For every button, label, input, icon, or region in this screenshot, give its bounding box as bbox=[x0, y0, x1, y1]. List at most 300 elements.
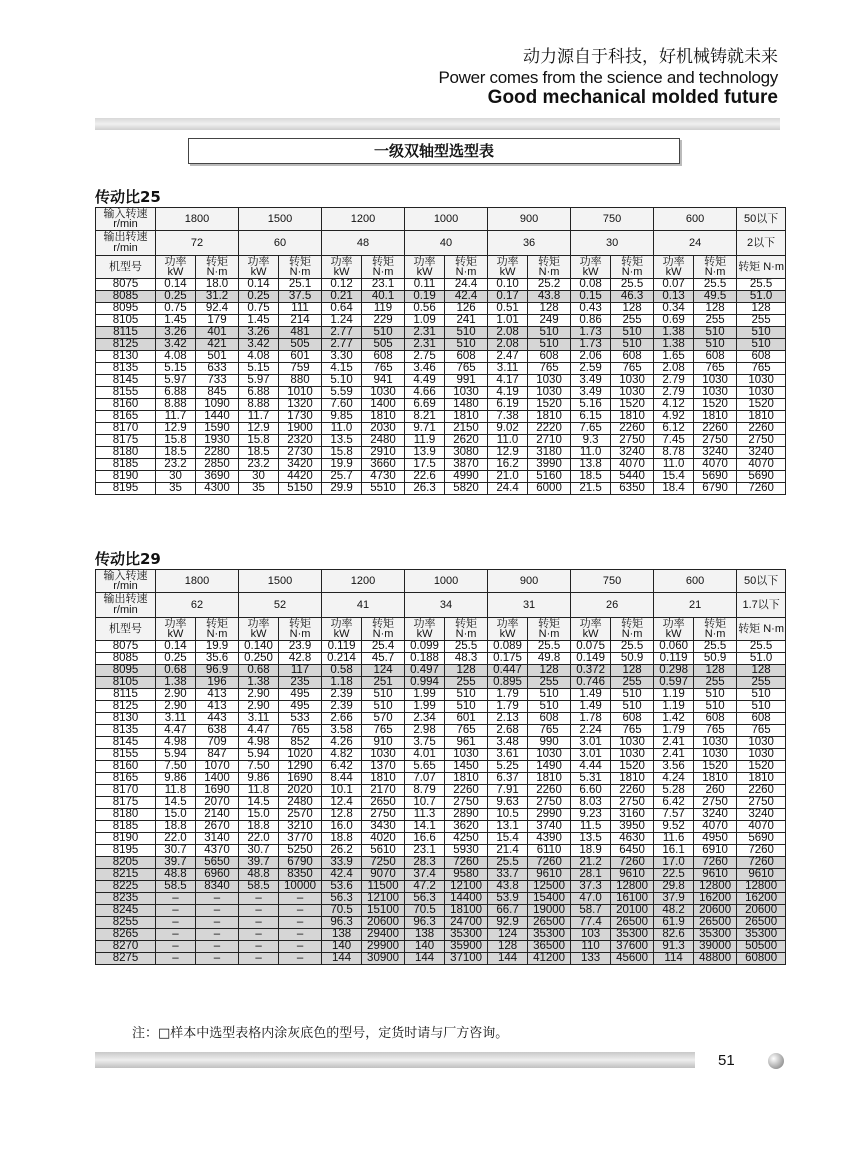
value-cell: 4.12 bbox=[654, 399, 694, 411]
value-cell: 49.8 bbox=[528, 653, 571, 665]
value-cell: 255 bbox=[694, 677, 737, 689]
value-cell: 9.85 bbox=[322, 411, 362, 423]
value-cell: 3.42 bbox=[239, 339, 279, 351]
value-cell: 7.50 bbox=[239, 761, 279, 773]
value-cell: 0.298 bbox=[654, 665, 694, 677]
value-cell: 510 bbox=[362, 327, 405, 339]
value-cell: 1520 bbox=[694, 761, 737, 773]
value-cell: 128 bbox=[694, 665, 737, 677]
value-cell: 0.188 bbox=[405, 653, 445, 665]
value-cell: 5.10 bbox=[322, 375, 362, 387]
value-cell: 3430 bbox=[362, 821, 405, 833]
value-cell: 1520 bbox=[611, 761, 654, 773]
value-cell: 2220 bbox=[528, 423, 571, 435]
value-cell: 18.0 bbox=[196, 279, 239, 291]
value-cell: 1810 bbox=[611, 773, 654, 785]
value-cell: 495 bbox=[279, 701, 322, 713]
value-cell: 92.4 bbox=[196, 303, 239, 315]
value-cell: – bbox=[196, 929, 239, 941]
value-cell: 2140 bbox=[196, 809, 239, 821]
value-cell: 15400 bbox=[528, 893, 571, 905]
value-cell: 18100 bbox=[445, 905, 488, 917]
output-speed-row bbox=[96, 231, 786, 256]
value-cell: 18.8 bbox=[322, 833, 362, 845]
table-row bbox=[96, 797, 786, 809]
value-cell: 510 bbox=[737, 689, 786, 701]
value-cell: 0.11 bbox=[405, 279, 445, 291]
value-cell: 1020 bbox=[279, 749, 322, 761]
value-cell: 1810 bbox=[528, 411, 571, 423]
value-cell: 144 bbox=[405, 953, 445, 965]
value-cell: 11.0 bbox=[488, 435, 528, 447]
value-cell: 2750 bbox=[528, 797, 571, 809]
value-cell: 8.88 bbox=[239, 399, 279, 411]
value-cell: 6.88 bbox=[239, 387, 279, 399]
value-cell: 25.5 bbox=[694, 279, 737, 291]
value-cell: 1.73 bbox=[571, 327, 611, 339]
value-cell: 56.3 bbox=[405, 893, 445, 905]
value-cell: 15.0 bbox=[156, 809, 196, 821]
value-cell: 1.49 bbox=[571, 689, 611, 701]
value-cell: 7260 bbox=[737, 857, 786, 869]
value-cell: 1030 bbox=[694, 737, 737, 749]
table-row bbox=[96, 689, 786, 701]
value-cell: 235 bbox=[279, 677, 322, 689]
value-cell: 77.4 bbox=[571, 917, 611, 929]
table-row bbox=[96, 459, 786, 471]
value-cell: 0.15 bbox=[571, 291, 611, 303]
value-cell: 2.08 bbox=[488, 339, 528, 351]
value-cell: 2260 bbox=[737, 423, 786, 435]
value-cell: 12.9 bbox=[488, 447, 528, 459]
value-cell: 11.0 bbox=[654, 459, 694, 471]
value-cell: 13.8 bbox=[571, 459, 611, 471]
power-header: 功率 kW bbox=[405, 618, 445, 641]
value-cell: 4.92 bbox=[654, 411, 694, 423]
value-cell: 2260 bbox=[528, 785, 571, 797]
value-cell: 1810 bbox=[528, 773, 571, 785]
value-cell: 41200 bbox=[528, 953, 571, 965]
value-cell: 2.08 bbox=[654, 363, 694, 375]
value-cell: 2.90 bbox=[239, 689, 279, 701]
value-cell: 1480 bbox=[445, 399, 488, 411]
value-cell: 1450 bbox=[445, 761, 488, 773]
value-cell: 21.5 bbox=[571, 483, 611, 495]
torque-header: 转矩 N·m bbox=[694, 256, 737, 279]
model-cell: 8085 bbox=[96, 291, 156, 303]
value-cell: 2990 bbox=[528, 809, 571, 821]
value-cell: – bbox=[196, 941, 239, 953]
value-cell: 5.16 bbox=[571, 399, 611, 411]
value-cell: 505 bbox=[362, 339, 405, 351]
value-cell: 9.02 bbox=[488, 423, 528, 435]
input-speed-row bbox=[96, 570, 786, 593]
value-cell: 2.31 bbox=[405, 339, 445, 351]
value-cell: 91.3 bbox=[654, 941, 694, 953]
model-header: 机型号 bbox=[96, 256, 156, 279]
torque-header: 转矩 N·m bbox=[694, 618, 737, 641]
value-cell: 25.5 bbox=[445, 641, 488, 653]
value-cell: 26.3 bbox=[405, 483, 445, 495]
value-cell: 37600 bbox=[611, 941, 654, 953]
value-cell: 765 bbox=[737, 363, 786, 375]
value-cell: 42.4 bbox=[322, 869, 362, 881]
value-cell: 765 bbox=[611, 725, 654, 737]
value-cell: 12100 bbox=[445, 881, 488, 893]
value-cell: 46.3 bbox=[611, 291, 654, 303]
footer-divider-bar bbox=[95, 1052, 695, 1068]
model-cell: 8180 bbox=[96, 447, 156, 459]
value-cell: 0.372 bbox=[571, 665, 611, 677]
value-cell: 4070 bbox=[694, 821, 737, 833]
value-cell: 28.3 bbox=[405, 857, 445, 869]
model-cell: 8190 bbox=[96, 471, 156, 483]
model-cell: 8180 bbox=[96, 809, 156, 821]
value-cell: 510 bbox=[694, 327, 737, 339]
slogan-english-bold: Good mechanical molded future bbox=[487, 87, 778, 109]
value-cell: 6.69 bbox=[405, 399, 445, 411]
value-cell: 0.25 bbox=[156, 291, 196, 303]
value-cell: 12100 bbox=[362, 893, 405, 905]
value-cell: 6910 bbox=[694, 845, 737, 857]
value-cell: 2650 bbox=[362, 797, 405, 809]
value-cell: 260 bbox=[694, 785, 737, 797]
value-cell: 25.5 bbox=[528, 641, 571, 653]
value-cell: 18.8 bbox=[156, 821, 196, 833]
output-speed-value: 52 bbox=[239, 593, 322, 618]
input-speed-value: 1000 bbox=[405, 208, 488, 231]
table-row bbox=[96, 375, 786, 387]
value-cell: 0.86 bbox=[571, 315, 611, 327]
value-cell: 128 bbox=[528, 303, 571, 315]
value-cell: 0.119 bbox=[654, 653, 694, 665]
value-cell: 0.34 bbox=[654, 303, 694, 315]
value-cell: 6.60 bbox=[571, 785, 611, 797]
value-cell: 7250 bbox=[362, 857, 405, 869]
value-cell: 608 bbox=[737, 713, 786, 725]
value-cell: 5.94 bbox=[239, 749, 279, 761]
table-row bbox=[96, 905, 786, 917]
page-title: 一级双轴型选型表 bbox=[188, 138, 680, 164]
value-cell: 58.5 bbox=[156, 881, 196, 893]
value-cell: 214 bbox=[279, 315, 322, 327]
value-cell: 2.79 bbox=[654, 375, 694, 387]
power-header: 功率 kW bbox=[239, 256, 279, 279]
value-cell: 31.2 bbox=[196, 291, 239, 303]
torque-header: 转矩 N·m bbox=[528, 256, 571, 279]
value-cell: 910 bbox=[362, 737, 405, 749]
value-cell: 1810 bbox=[445, 411, 488, 423]
value-cell: 0.099 bbox=[405, 641, 445, 653]
value-cell: 21.2 bbox=[571, 857, 611, 869]
value-cell: 128 bbox=[528, 665, 571, 677]
value-cell: 15.4 bbox=[488, 833, 528, 845]
value-cell: 2620 bbox=[445, 435, 488, 447]
value-cell: 10000 bbox=[279, 881, 322, 893]
value-cell: 510 bbox=[362, 701, 405, 713]
value-cell: 0.089 bbox=[488, 641, 528, 653]
value-cell: 21.4 bbox=[488, 845, 528, 857]
output-speed-value: 60 bbox=[239, 231, 322, 256]
value-cell: 29900 bbox=[362, 941, 405, 953]
value-cell: 5610 bbox=[362, 845, 405, 857]
value-cell: 2750 bbox=[445, 797, 488, 809]
model-cell: 8145 bbox=[96, 737, 156, 749]
model-cell: 8155 bbox=[96, 749, 156, 761]
power-header: 功率 kW bbox=[488, 618, 528, 641]
value-cell: 3.11 bbox=[488, 363, 528, 375]
value-cell: 1400 bbox=[362, 399, 405, 411]
value-cell: 12.9 bbox=[156, 423, 196, 435]
value-cell: 3.58 bbox=[322, 725, 362, 737]
value-cell: 6.12 bbox=[654, 423, 694, 435]
value-cell: 11.9 bbox=[405, 435, 445, 447]
value-cell: 96.9 bbox=[196, 665, 239, 677]
value-cell: 4.26 bbox=[322, 737, 362, 749]
table-row bbox=[96, 761, 786, 773]
value-cell: 7260 bbox=[737, 483, 786, 495]
value-cell: 2750 bbox=[694, 797, 737, 809]
value-cell: 14400 bbox=[445, 893, 488, 905]
value-cell: 196 bbox=[196, 677, 239, 689]
value-cell: 1030 bbox=[737, 375, 786, 387]
value-cell: 2.98 bbox=[405, 725, 445, 737]
value-cell: 510 bbox=[694, 689, 737, 701]
value-cell: 7260 bbox=[694, 857, 737, 869]
model-cell: 8225 bbox=[96, 881, 156, 893]
value-cell: 25.5 bbox=[694, 641, 737, 653]
model-cell: 8155 bbox=[96, 387, 156, 399]
value-cell: 2.39 bbox=[322, 689, 362, 701]
value-cell: 510 bbox=[694, 339, 737, 351]
value-cell: 765 bbox=[362, 363, 405, 375]
table-row bbox=[96, 701, 786, 713]
value-cell: 11.0 bbox=[571, 447, 611, 459]
output-speed-value: 48 bbox=[322, 231, 405, 256]
value-cell: 501 bbox=[196, 351, 239, 363]
value-cell: 20600 bbox=[694, 905, 737, 917]
value-cell: 16.6 bbox=[405, 833, 445, 845]
torque-header: 转矩 N·m bbox=[528, 618, 571, 641]
value-cell: 510 bbox=[445, 327, 488, 339]
value-cell: 15.8 bbox=[239, 435, 279, 447]
value-cell: 133 bbox=[571, 953, 611, 965]
value-cell: 2.41 bbox=[654, 737, 694, 749]
value-cell: 1810 bbox=[737, 411, 786, 423]
value-cell: 22.5 bbox=[654, 869, 694, 881]
value-cell: – bbox=[196, 905, 239, 917]
value-cell: 35300 bbox=[737, 929, 786, 941]
value-cell: 11.6 bbox=[654, 833, 694, 845]
table-row bbox=[96, 953, 786, 965]
value-cell: 3240 bbox=[737, 809, 786, 821]
value-cell: 4.19 bbox=[488, 387, 528, 399]
output-speed-value: 2以下 bbox=[737, 231, 786, 256]
value-cell: 510 bbox=[737, 327, 786, 339]
table-row bbox=[96, 809, 786, 821]
value-cell: 0.58 bbox=[322, 665, 362, 677]
spec-table-ratio-29 bbox=[95, 569, 786, 965]
value-cell: 12500 bbox=[528, 881, 571, 893]
value-cell: 241 bbox=[445, 315, 488, 327]
value-cell: 138 bbox=[405, 929, 445, 941]
value-cell: 5.97 bbox=[156, 375, 196, 387]
value-cell: 510 bbox=[611, 327, 654, 339]
torque-header: 转矩 N·m bbox=[445, 256, 488, 279]
value-cell: 570 bbox=[362, 713, 405, 725]
value-cell: 1730 bbox=[279, 411, 322, 423]
value-cell: 42.8 bbox=[279, 653, 322, 665]
value-cell: 510 bbox=[528, 701, 571, 713]
value-cell: 0.69 bbox=[654, 315, 694, 327]
value-cell: 510 bbox=[528, 689, 571, 701]
column-header-row bbox=[96, 618, 786, 641]
value-cell: 8.88 bbox=[156, 399, 196, 411]
value-cell: 608 bbox=[362, 351, 405, 363]
value-cell: 35300 bbox=[528, 929, 571, 941]
table-row bbox=[96, 893, 786, 905]
value-cell: 7260 bbox=[445, 857, 488, 869]
value-cell: 11.5 bbox=[571, 821, 611, 833]
model-cell: 8190 bbox=[96, 833, 156, 845]
value-cell: 2.13 bbox=[488, 713, 528, 725]
input-speed-value: 1500 bbox=[239, 570, 322, 593]
model-cell: 8165 bbox=[96, 773, 156, 785]
value-cell: 4.47 bbox=[156, 725, 196, 737]
value-cell: 1030 bbox=[737, 737, 786, 749]
value-cell: 35300 bbox=[445, 929, 488, 941]
input-speed-value: 600 bbox=[654, 570, 737, 593]
value-cell: 128 bbox=[737, 303, 786, 315]
output-speed-value: 30 bbox=[571, 231, 654, 256]
value-cell: 37.9 bbox=[654, 893, 694, 905]
table-row bbox=[96, 749, 786, 761]
input-speed-value: 1800 bbox=[156, 570, 239, 593]
value-cell: 48.2 bbox=[654, 905, 694, 917]
value-cell: 2030 bbox=[362, 423, 405, 435]
power-header: 功率 kW bbox=[156, 618, 196, 641]
value-cell: 11.7 bbox=[239, 411, 279, 423]
value-cell: 1400 bbox=[196, 773, 239, 785]
value-cell: 11.8 bbox=[239, 785, 279, 797]
value-cell: 50500 bbox=[737, 941, 786, 953]
value-cell: 0.250 bbox=[239, 653, 279, 665]
model-cell: 8265 bbox=[96, 929, 156, 941]
value-cell: 1520 bbox=[611, 399, 654, 411]
value-cell: 2260 bbox=[611, 423, 654, 435]
value-cell: 510 bbox=[445, 339, 488, 351]
model-cell: 8235 bbox=[96, 893, 156, 905]
output-speed-value: 40 bbox=[405, 231, 488, 256]
value-cell: 17.5 bbox=[405, 459, 445, 471]
value-cell: 0.214 bbox=[322, 653, 362, 665]
value-cell: – bbox=[239, 953, 279, 965]
value-cell: 2.77 bbox=[322, 327, 362, 339]
table-row bbox=[96, 327, 786, 339]
value-cell: 18.9 bbox=[571, 845, 611, 857]
value-cell: 19.9 bbox=[322, 459, 362, 471]
value-cell: 7.60 bbox=[322, 399, 362, 411]
value-cell: 35 bbox=[156, 483, 196, 495]
value-cell: 601 bbox=[445, 713, 488, 725]
value-cell: 16.2 bbox=[488, 459, 528, 471]
value-cell: 8.44 bbox=[322, 773, 362, 785]
value-cell: 22.0 bbox=[156, 833, 196, 845]
table-row bbox=[96, 339, 786, 351]
value-cell: 18.5 bbox=[156, 447, 196, 459]
value-cell: 2890 bbox=[445, 809, 488, 821]
value-cell: 413 bbox=[196, 701, 239, 713]
value-cell: 26500 bbox=[528, 917, 571, 929]
value-cell: – bbox=[156, 929, 196, 941]
model-cell: 8075 bbox=[96, 641, 156, 653]
column-header-row bbox=[96, 256, 786, 279]
table-row bbox=[96, 303, 786, 315]
model-cell: 8205 bbox=[96, 857, 156, 869]
value-cell: 15.8 bbox=[156, 435, 196, 447]
value-cell: 0.10 bbox=[488, 279, 528, 291]
value-cell: 8.78 bbox=[654, 447, 694, 459]
model-cell: 8195 bbox=[96, 483, 156, 495]
input-speed-value: 1200 bbox=[322, 208, 405, 231]
value-cell: 11.7 bbox=[156, 411, 196, 423]
power-header: 功率 kW bbox=[322, 256, 362, 279]
torque-header: 转矩 N·m bbox=[611, 256, 654, 279]
value-cell: 18.8 bbox=[239, 821, 279, 833]
value-cell: 9610 bbox=[737, 869, 786, 881]
value-cell: 495 bbox=[279, 689, 322, 701]
model-cell: 8095 bbox=[96, 303, 156, 315]
value-cell: 1030 bbox=[528, 749, 571, 761]
value-cell: 5.97 bbox=[239, 375, 279, 387]
model-cell: 8075 bbox=[96, 279, 156, 291]
table-row bbox=[96, 821, 786, 833]
value-cell: 48.3 bbox=[445, 653, 488, 665]
value-cell: 2320 bbox=[279, 435, 322, 447]
value-cell: 765 bbox=[362, 725, 405, 737]
value-cell: 0.25 bbox=[156, 653, 196, 665]
value-cell: 6.15 bbox=[571, 411, 611, 423]
spec-table-ratio-25 bbox=[95, 207, 786, 495]
value-cell: 51.0 bbox=[737, 291, 786, 303]
value-cell: 709 bbox=[196, 737, 239, 749]
value-cell: 1030 bbox=[528, 375, 571, 387]
value-cell: 13.1 bbox=[488, 821, 528, 833]
value-cell: 48800 bbox=[694, 953, 737, 965]
value-cell: 510 bbox=[528, 327, 571, 339]
value-cell: 0.56 bbox=[405, 303, 445, 315]
model-cell: 8115 bbox=[96, 689, 156, 701]
value-cell: 3770 bbox=[279, 833, 322, 845]
value-cell: 128 bbox=[611, 665, 654, 677]
value-cell: 8.79 bbox=[405, 785, 445, 797]
value-cell: 43.8 bbox=[488, 881, 528, 893]
value-cell: 1.73 bbox=[571, 339, 611, 351]
value-cell: 608 bbox=[737, 351, 786, 363]
value-cell: 1030 bbox=[611, 375, 654, 387]
input-speed-value: 900 bbox=[488, 208, 571, 231]
value-cell: 12.4 bbox=[322, 797, 362, 809]
value-cell: 0.25 bbox=[239, 291, 279, 303]
value-cell: 43.8 bbox=[528, 291, 571, 303]
value-cell: 15.4 bbox=[654, 471, 694, 483]
value-cell: 3660 bbox=[362, 459, 405, 471]
value-cell: 2.75 bbox=[405, 351, 445, 363]
value-cell: 18.5 bbox=[571, 471, 611, 483]
page-header bbox=[438, 48, 778, 109]
value-cell: 255 bbox=[445, 677, 488, 689]
value-cell: 0.14 bbox=[156, 641, 196, 653]
